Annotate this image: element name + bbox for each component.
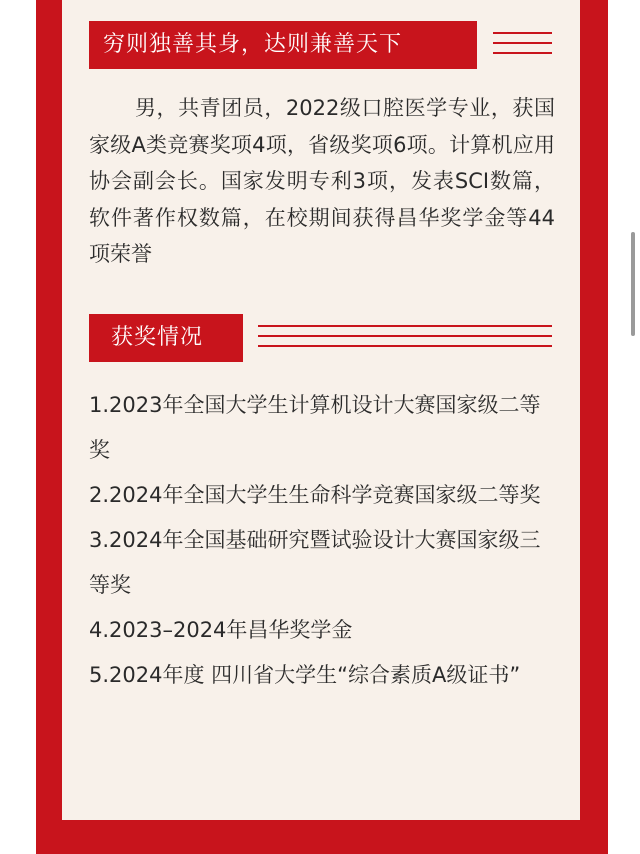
bio-paragraph: 男，共青团员，2022级口腔医学专业，获国家级A类竞赛奖项4项，省级奖项6项。计算机应用协会副会长。国家发明专利3项，发表SCI数篇，软件著作权数篇，在校期间获得昌华奖学金等44项荣誉	[89, 96, 555, 266]
award-item: 1.2023年全国大学生计算机设计大赛国家级二等奖	[89, 393, 541, 462]
award-item: 4.2023–2024年昌华奖学金	[89, 618, 353, 642]
awards-header: 获奖情况	[89, 314, 243, 362]
award-item: 5.2024年度 四川省大学生“综合素质A级证书”	[89, 663, 521, 687]
decorative-stripes	[258, 325, 552, 351]
decorative-stripes	[493, 32, 552, 56]
award-item: 2.2024年全国大学生生命科学竞赛国家级二等奖	[89, 483, 541, 507]
awards-list	[89, 383, 555, 698]
motto-header: 穷则独善其身，达则兼善天下	[89, 21, 477, 69]
award-item: 3.2024年全国基础研究暨试验设计大赛国家级三等奖	[89, 528, 541, 597]
bottom-red-band	[36, 820, 608, 854]
scrollbar-thumb[interactable]	[631, 232, 635, 336]
